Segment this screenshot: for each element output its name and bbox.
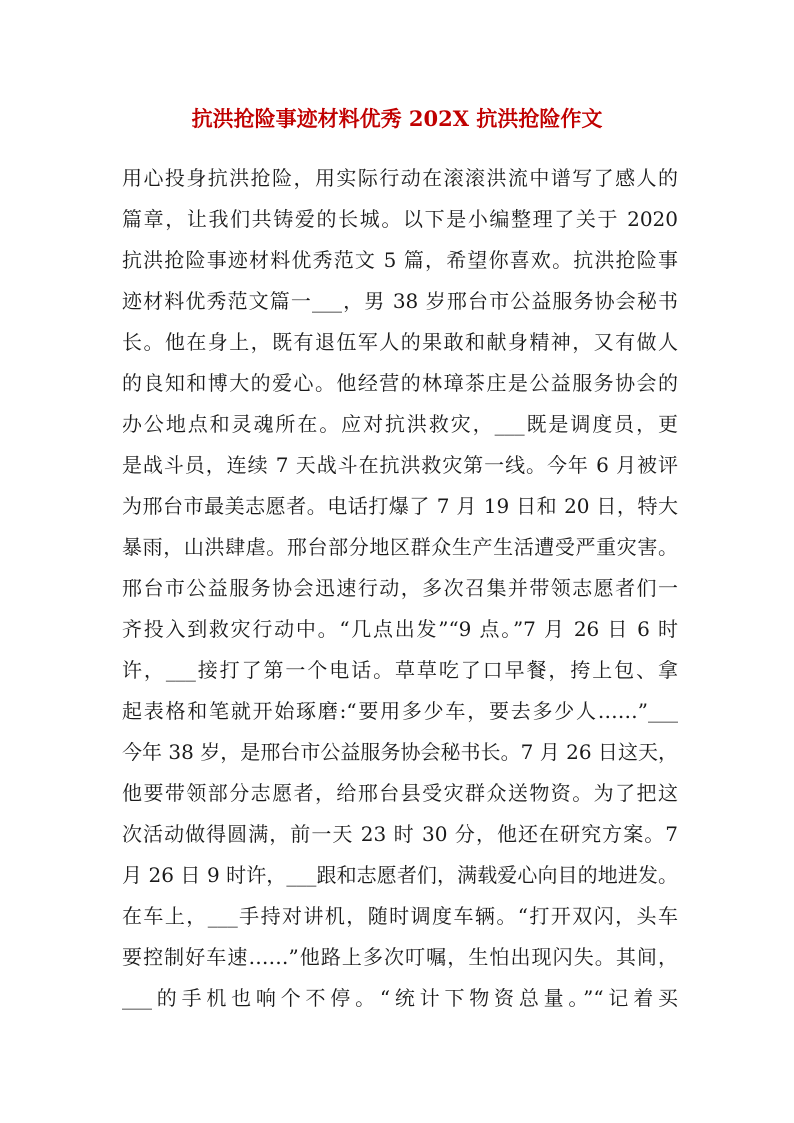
body-line: 办公地点和灵魂所在。应对抗洪救灾，___既是调度员，更 <box>122 412 678 436</box>
body-line: 他要带领部分志愿者，给邢台县受灾群众送物资。为了把这 <box>122 781 678 805</box>
body-line: 是战斗员，连续 7 天战斗在抗洪救灾第一线。今年 6 月被评 <box>122 453 678 477</box>
body-line: 次活动做得圆满，前一天 23 时 30 分，他还在研究方案。7 <box>122 822 678 846</box>
body-line: 迹材料优秀范文篇一___，男 38 岁邢台市公益服务协会秘书 <box>122 289 678 313</box>
body-line: 篇章，让我们共铸爱的长城。以下是小编整理了关于 2020 <box>122 207 678 231</box>
document-body <box>122 158 678 1019</box>
body-line: 抗洪抢险事迹材料优秀范文 5 篇，希望你喜欢。抗洪抢险事 <box>122 248 678 272</box>
document-title: 抗洪抢险事迹材料优秀 202X 抗洪抢险作文 <box>191 106 603 131</box>
body-line: 用心投身抗洪抢险，用实际行动在滚滚洪流中谱写了感人的 <box>122 166 678 190</box>
body-line: 邢台市公益服务协会迅速行动，多次召集并带领志愿者们一 <box>122 576 678 600</box>
body-line: 月 26 日 9 时许，___跟和志愿者们，满载爱心向目的地进发。 <box>122 863 678 887</box>
body-line: ___的手机也响个不停。“统计下物资总量。”“记着买 <box>122 986 678 1010</box>
body-line: 为邢台市最美志愿者。电话打爆了 7 月 19 日和 20 日，特大 <box>122 494 678 518</box>
body-line: 要控制好车速……”他路上多次叮嘱，生怕出现闪失。其间， <box>122 945 678 969</box>
body-line: 的良知和博大的爱心。他经营的林璋茶庄是公益服务协会的 <box>122 371 678 395</box>
body-line: 起表格和笔就开始琢磨:“要用多少车，要去多少人……”___ <box>122 699 678 723</box>
body-line: 许，___接打了第一个电话。草草吃了口早餐，挎上包、拿 <box>122 658 678 682</box>
body-line: 在车上，___手持对讲机，随时调度车辆。“打开双闪，头车 <box>122 904 678 928</box>
body-line: 今年 38 岁，是邢台市公益服务协会秘书长。7 月 26 日这天， <box>122 740 678 764</box>
body-line: 齐投入到救灾行动中。“几点出发”“9 点。”7 月 26 日 6 时 <box>122 617 678 641</box>
body-line: 长。他在身上，既有退伍军人的果敢和献身精神，又有做人 <box>122 330 678 354</box>
body-line: 暴雨，山洪肆虐。邢台部分地区群众生产生活遭受严重灾害。 <box>122 535 678 559</box>
